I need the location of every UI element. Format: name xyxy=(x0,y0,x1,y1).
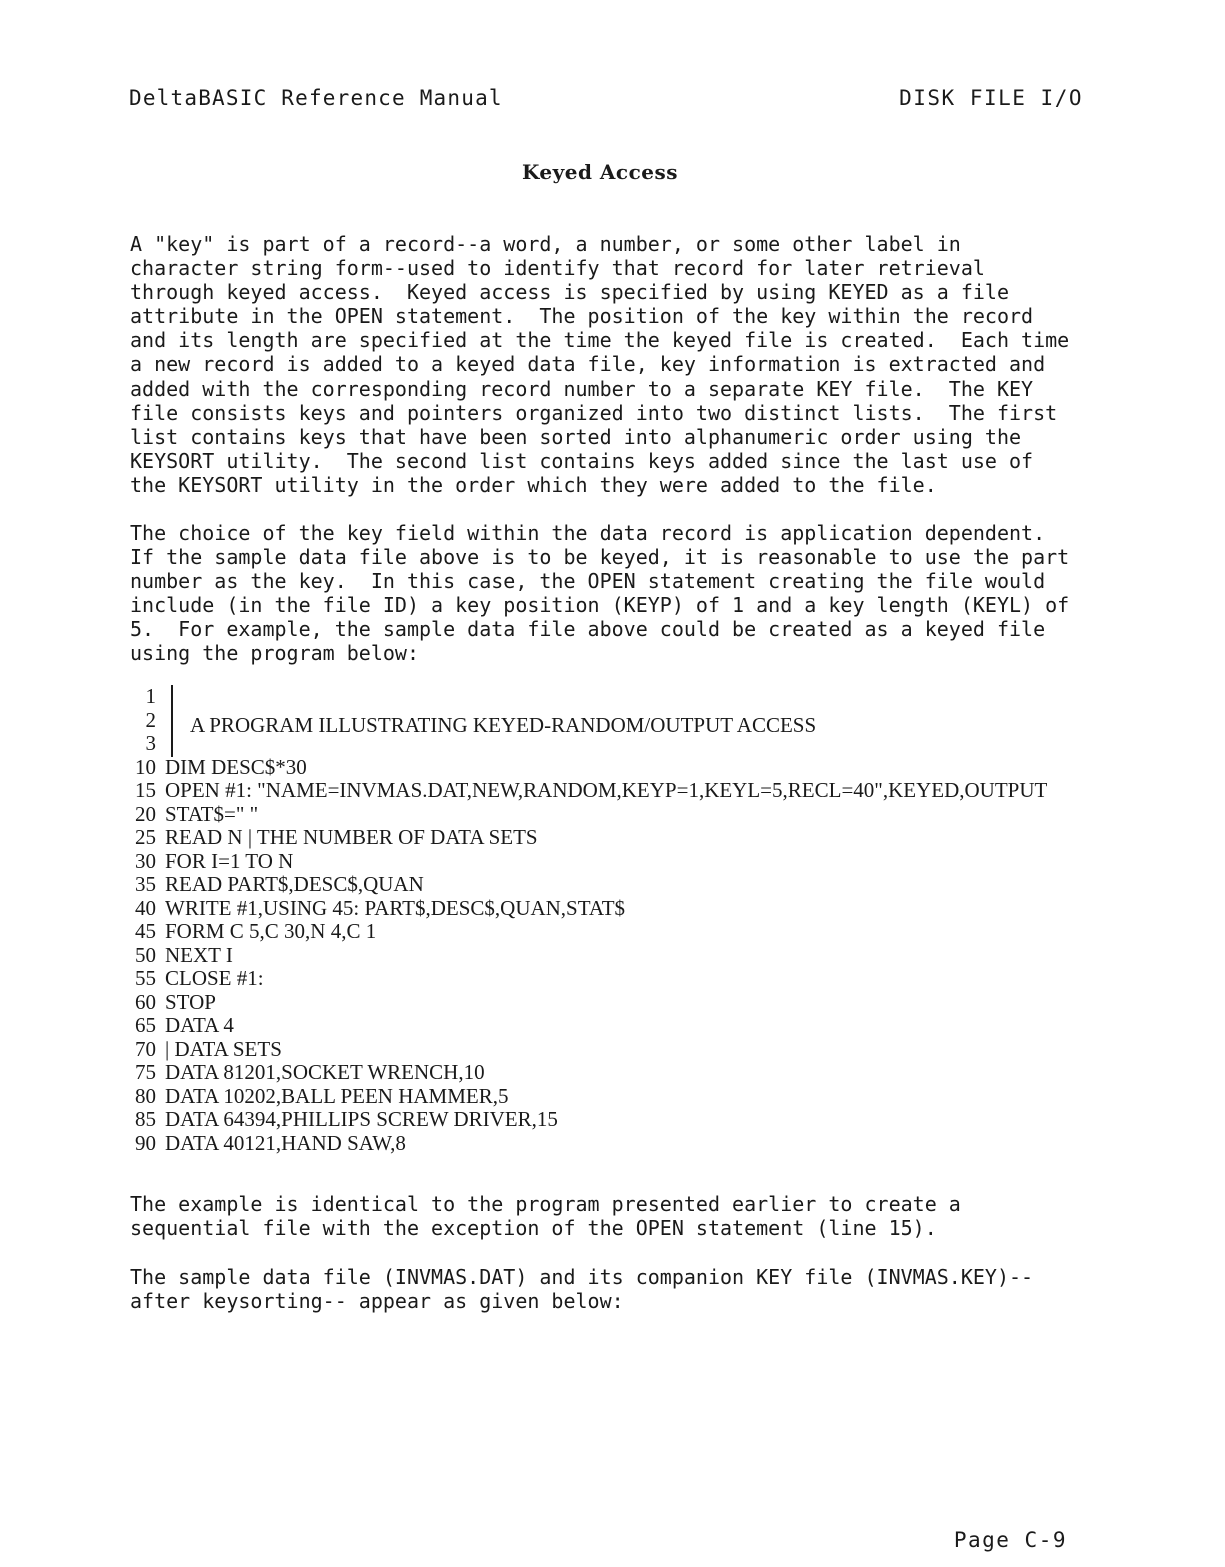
line-number: 15 xyxy=(135,778,156,802)
line-number: 50 xyxy=(135,942,156,967)
line-number: 45 xyxy=(135,919,156,943)
code-line xyxy=(130,1132,1110,1156)
code-text: NEXT I xyxy=(165,942,233,967)
paragraph-example-note: The example is identical to the program presented earlier to create a sequential file with the exception of the OPEN statement (line 15). xyxy=(130,1192,961,1241)
paragraph-keysort-intro: The sample data file (INVMAS.DAT) and its companion KEY file (INVMAS.KEY)-- after keysorting-- appear as given below: xyxy=(130,1265,1034,1314)
code-text: FOR I=1 TO N xyxy=(165,848,294,873)
code-text: STOP xyxy=(165,989,216,1014)
code-line xyxy=(130,1108,1110,1132)
code-line xyxy=(130,685,1110,709)
line-number: 55 xyxy=(135,966,156,990)
line-number: 2 xyxy=(145,707,156,732)
code-line xyxy=(130,873,1110,897)
code-line xyxy=(130,991,1110,1015)
line-number: 35 xyxy=(135,872,156,896)
code-line xyxy=(130,1085,1110,1109)
code-lines xyxy=(130,685,1110,1155)
code-line xyxy=(130,944,1110,968)
code-text: READ N | THE NUMBER OF DATA SETS xyxy=(165,825,538,849)
line-number: 1 xyxy=(145,684,156,708)
code-line xyxy=(130,779,1110,803)
code-line xyxy=(130,732,1110,756)
page-number: Page C-9 xyxy=(953,1528,1067,1552)
line-number: 3 xyxy=(145,731,156,755)
code-text: DATA 40121,HAND SAW,8 xyxy=(165,1130,406,1155)
code-text: STAT$=" " xyxy=(165,801,259,826)
running-header-chapter: DISK FILE I/O xyxy=(899,86,1083,110)
line-number: 70 xyxy=(135,1036,156,1061)
code-text: CLOSE #1: xyxy=(165,966,264,990)
line-number: 65 xyxy=(135,1013,156,1037)
code-text: DATA 81201,SOCKET WRENCH,10 xyxy=(165,1060,485,1084)
program-remark: A PROGRAM ILLUSTRATING KEYED-RANDOM/OUTPUT ACCESS xyxy=(190,713,817,737)
code-text: WRITE #1,USING 45: PART$,DESC$,QUAN,STAT$ xyxy=(165,895,626,920)
code-text: DIM DESC$*30 xyxy=(165,754,307,779)
line-number: 60 xyxy=(135,989,156,1014)
line-number: 40 xyxy=(135,895,156,920)
code-line xyxy=(130,756,1110,780)
code-line xyxy=(130,1061,1110,1085)
line-number: 85 xyxy=(135,1107,156,1131)
line-number: 80 xyxy=(135,1083,156,1108)
code-line xyxy=(130,1038,1110,1062)
line-number: 25 xyxy=(135,825,156,849)
line-number: 90 xyxy=(135,1130,156,1155)
code-line xyxy=(130,803,1110,827)
line-number: 20 xyxy=(135,801,156,826)
section-title: Keyed Access xyxy=(521,160,679,184)
code-text: DATA 10202,BALL PEEN HAMMER,5 xyxy=(165,1083,509,1108)
code-text: READ PART$,DESC$,QUAN xyxy=(165,872,424,896)
code-text: DATA 64394,PHILLIPS SCREW DRIVER,15 xyxy=(165,1107,558,1131)
code-line xyxy=(130,897,1110,921)
code-line xyxy=(130,1014,1110,1038)
code-line xyxy=(130,709,1110,733)
code-line xyxy=(130,826,1110,850)
code-text: OPEN #1: "NAME=INVMAS.DAT,NEW,RANDOM,KEYP=1,KEYL=5,RECL=40",KEYED,OUTPUT xyxy=(165,778,1048,802)
line-number: 10 xyxy=(135,754,156,779)
code-text: | DATA SETS xyxy=(165,1036,282,1061)
code-line xyxy=(130,850,1110,874)
code-text: DATA 4 xyxy=(165,1013,234,1037)
running-header-title: DeltaBASIC Reference Manual xyxy=(129,86,503,110)
paragraph-key-field-choice: The choice of the key field within the data record is application dependent. If the sample data file above is to be keyed, it is reasonable to use the part number as the key. In this case, the OPEN statement creating the file would include (in the file ID) a key position (KEYP) of 1 and a key length (KEYL) of 5. For example, the sample data file above could be created as a keyed file using the program below: xyxy=(130,521,1070,666)
code-text: FORM C 5,C 30,N 4,C 1 xyxy=(165,919,377,943)
paragraph-key-definition: A "key" is part of a record--a word, a number, or some other label in character string form--used to identify that record for later retrieval through keyed access. Keyed access is specified by using KEYED as a file attribute in the OPEN statement. The position of the key within the record and its length are specified at the time the keyed file is created. Each time a new record is added to a keyed data file, key information is extracted and added with the corresponding record number to a separate KEY file. The KEY file consists keys and pointers organized into two distinct lists. The first list contains keys that have been sorted into alphanumeric order using the KEYSORT utility. The second list contains keys added since the last use of the KEYSORT utility in the order which they were added to the file. xyxy=(130,232,1070,497)
line-number: 30 xyxy=(135,848,156,873)
line-number: 75 xyxy=(135,1060,156,1084)
code-line xyxy=(130,967,1110,991)
code-line xyxy=(130,920,1110,944)
